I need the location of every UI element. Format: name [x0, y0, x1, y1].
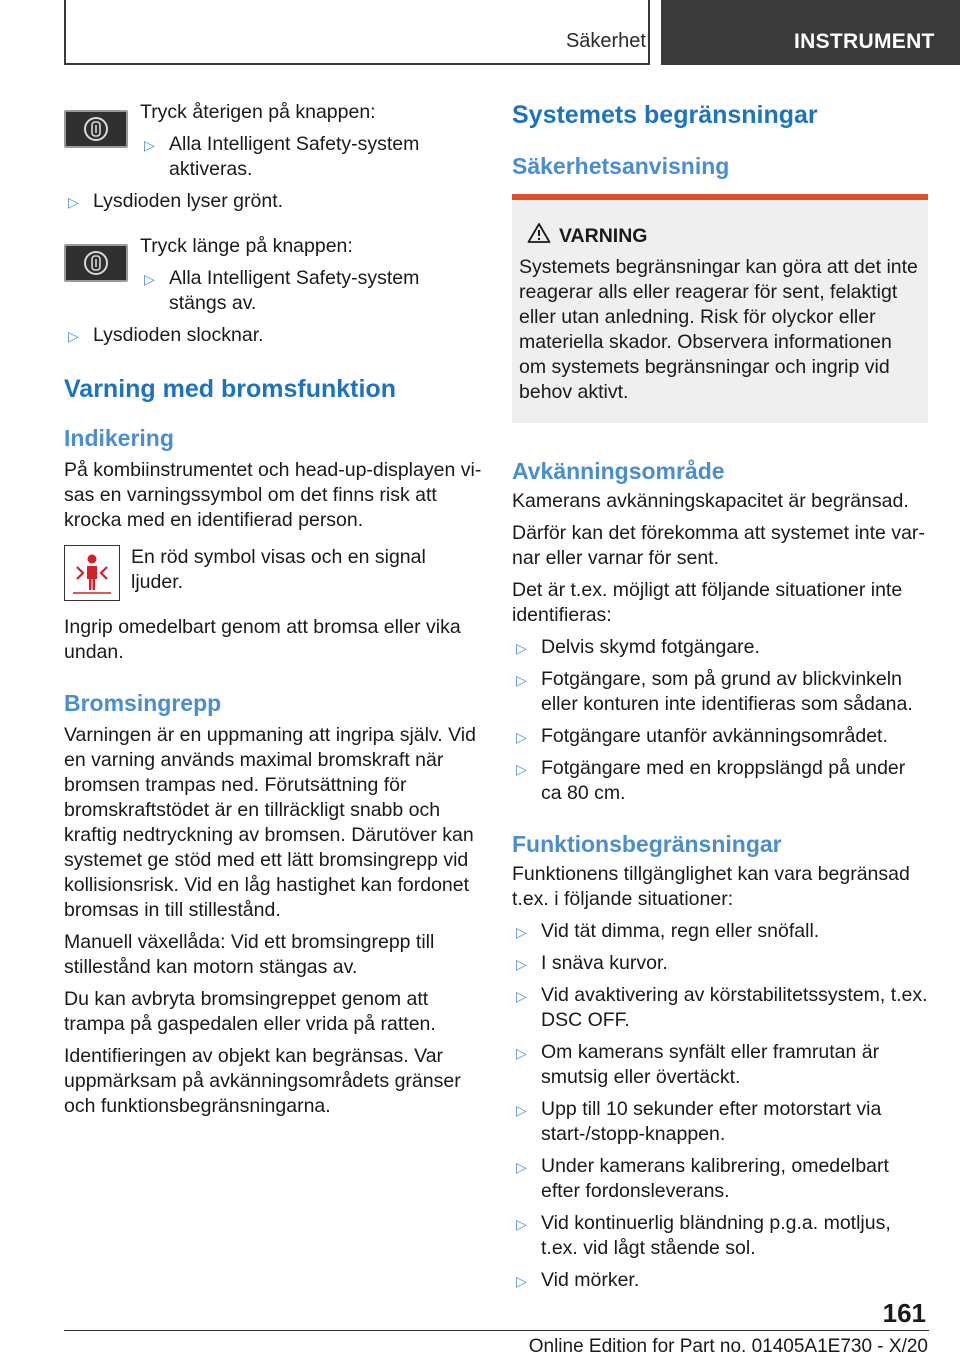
heading-indication: Indikering — [64, 425, 174, 451]
brake-text-1: Varningen är en uppmaning att ingripa själv. Vid en varning används maximal bromskraft när bromsen trampas ned. Förutsättning för bromskraftstödet är en tillräckligt snabb och kraftig nedtryckning av bromsen. Därutöver kan systemet ge stöd med ett lätt bromsingrepp vid kollisionsrisk. Vid en låg hastighet kan fordonet bromsas in till stillestånd. — [64, 724, 476, 921]
triangle-bullet-icon: ▷ — [144, 271, 155, 287]
led-off-list — [64, 323, 482, 348]
press-long-block — [64, 234, 482, 316]
list-item: ▷ Lysdioden lyser grönt. — [64, 189, 482, 214]
footer-edition: Online Edition for Part no. 01405A1E730 - X/20 — [528, 1336, 928, 1357]
triangle-bullet-icon: ▷ — [68, 194, 79, 210]
indication-text: På kombiinstrumentet och head-up-displayen visas en varningssymbol om det finns risk att krocka med en identifierad person. — [64, 459, 482, 531]
page-header — [0, 0, 960, 66]
warning-header: VARNING — [519, 224, 921, 249]
list-item: ▷ Fotgängare med en kroppslängd på under ca 80 cm. — [516, 757, 906, 804]
triangle-bullet-icon: ▷ — [516, 1102, 527, 1118]
pedestrian-warning-icon — [64, 545, 120, 601]
list-item: ▷ Upp till 10 sekunder efter motorstart via start-/stopp-knappen. — [516, 1098, 882, 1145]
heading-system-limits: Systemets begränsningar — [512, 101, 818, 129]
triangle-bullet-icon: ▷ — [144, 137, 155, 153]
led-green-list — [64, 189, 482, 214]
press-again-text: Tryck återigen på knappen: — [140, 101, 376, 123]
red-symbol-block — [64, 545, 482, 603]
heading-function-limits: Funktionsbegränsningar — [512, 831, 782, 857]
area-text-2: Därför kan det förekomma att systemet inte varnar eller varnar för sent. — [512, 522, 925, 569]
list-item: ▷ Fotgängare utanför avkänningsområdet. — [512, 724, 928, 749]
safety-button-icon — [64, 244, 128, 282]
heading-brake-intervention: Bromsingrepp — [64, 690, 222, 716]
list-item: ▷ Lysdioden slocknar. — [64, 323, 482, 348]
footer-divider — [64, 1330, 929, 1331]
triangle-bullet-icon: ▷ — [516, 924, 527, 940]
list-item: ▷ Under kamerans kalibrering, omedelbart efter fordonsleverans. — [516, 1155, 889, 1202]
list-item: ▷ Alla Intelligent Safety-system aktiveras. — [144, 133, 420, 180]
area-text-1: Kamerans avkänningskapacitet är begränsad. — [512, 490, 909, 512]
list-item: ▷ Alla Intelligent Safety-system stängs av. — [144, 267, 420, 314]
brake-text-3: Du kan avbryta bromsingreppet genom att trampa på gaspedalen eller vrida på ratten. — [64, 988, 436, 1035]
press-long-text: Tryck länge på knappen: — [140, 235, 353, 257]
list-item: ▷ Delvis skymd fotgängare. — [512, 635, 928, 660]
press-long-list — [140, 266, 482, 316]
list-item: ▷ I snäva kurvor. — [512, 951, 928, 976]
header-chapter-tab: INSTRUMENT — [661, 0, 960, 65]
heading-detection-area: Avkänningsområde — [512, 458, 725, 484]
function-list — [512, 919, 928, 1293]
brake-text-4: Identifieringen av objekt kan begränsas. Var uppmärksam på avkänningsområdets gränser och funktionsbegränsningarna. — [64, 1045, 461, 1117]
triangle-bullet-icon: ▷ — [516, 956, 527, 972]
warning-text: Systemets begränsningar kan göra att det inte reagerar alls eller reagerar för sent, felaktigt eller utan anledning. Risk för olyckor eller materiella skador. Observera informationen om systemets begränsningar och ingrip vid behov aktivt. — [519, 256, 918, 403]
safety-button-icon — [64, 110, 128, 148]
page-number: 161 — [882, 1298, 926, 1328]
list-item: ▷ Vid kontinuerlig bländning p.g.a. motljus, t.ex. vid lågt stående sol. — [516, 1212, 891, 1259]
triangle-bullet-icon: ▷ — [516, 1273, 527, 1289]
triangle-bullet-icon: ▷ — [516, 640, 527, 656]
header-box — [64, 0, 650, 65]
intervene-text: Ingrip omedelbart genom att bromsa eller vika undan. — [64, 616, 461, 663]
triangle-bullet-icon: ▷ — [68, 328, 79, 344]
header-section-title: Säkerhet — [565, 30, 646, 52]
heading-brake-warning: Varning med bromsfunktion — [64, 375, 396, 403]
left-column — [64, 100, 482, 1126]
brake-text-2: Manuell växellåda: Vid ett bromsingrepp till stillestånd kan motorn stängas av. — [64, 931, 435, 978]
right-column — [512, 100, 928, 1300]
function-text: Funktionens tillgänglighet kan vara begränsad t.ex. i följande situationer: — [512, 863, 910, 910]
triangle-bullet-icon: ▷ — [516, 1045, 527, 1061]
triangle-bullet-icon: ▷ — [516, 1216, 527, 1232]
triangle-bullet-icon: ▷ — [516, 988, 527, 1004]
warning-triangle-icon — [527, 222, 551, 244]
list-item: ▷ Fotgängare, som på grund av blickvinkeln eller konturen inte identifieras som sådana. — [516, 668, 913, 715]
red-symbol-text: En röd symbol visas och en signal ljuder. — [131, 546, 426, 593]
triangle-bullet-icon: ▷ — [516, 672, 527, 688]
triangle-bullet-icon: ▷ — [516, 729, 527, 745]
list-item: ▷ Om kamerans synfält eller framrutan är smutsig eller övertäckt. — [516, 1041, 880, 1088]
list-item: ▷ Vid tät dimma, regn eller snöfall. — [512, 919, 928, 944]
area-text-3: Det är t.ex. möjligt att följande situationer inte identifieras: — [512, 579, 903, 626]
triangle-bullet-icon: ▷ — [516, 761, 527, 777]
press-again-list — [140, 132, 482, 182]
press-again-block — [64, 100, 482, 182]
area-list — [512, 635, 928, 806]
list-item: ▷ Vid avaktivering av körstabilitetssystem, t.ex. DSC OFF. — [516, 984, 928, 1031]
triangle-bullet-icon: ▷ — [516, 1159, 527, 1175]
warning-box — [512, 194, 928, 423]
list-item: ▷ Vid mörker. — [512, 1268, 928, 1293]
heading-safety-note: Säkerhetsanvisning — [512, 153, 730, 179]
